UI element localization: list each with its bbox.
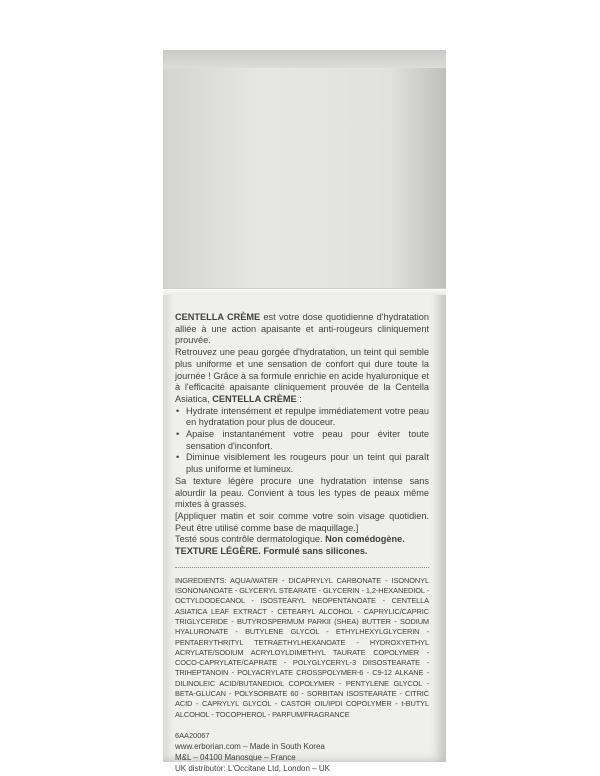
texture-label-line: TEXTURE LÉGÈRE. Formulé sans silicones. (175, 546, 368, 557)
texture-paragraph: Sa texture légère procure une hydratation intense sans alourdir la peau. Convient à tous les types de peaux même mixtes à grasses. (175, 475, 429, 510)
product-name: CENTELLA CRÈME (175, 312, 261, 322)
label-text-area (175, 312, 429, 774)
section-divider (175, 567, 429, 568)
benefit-item: • Hydrate intensément et repulpe immédiatement votre peau en hydratation pour plus de douceur. (175, 406, 429, 429)
benefit-list (175, 406, 429, 476)
website-line: www.erborian.com – Made in South Korea (175, 741, 325, 751)
benefit-item: • Apaise instantanément votre peau pour éviter toute sensation d'inconfort. (175, 429, 429, 452)
benefits-paragraph: Retrouvez une peau gorgée d'hydratation, un teint qui semble plus uniforme et une sensation de confort qui dure toute la journée ! Grâce à sa formule enrichie en acide hyaluronique et à l'efficacité apaisante cliniquement prouvée de la Centella Asiatica, CENTELLA CRÈME : (175, 347, 429, 404)
box-top-edge (163, 50, 446, 69)
benefit-item: • Diminue visiblement les rougeurs pour un teint qui paraît plus uniforme et lumineux. (175, 452, 429, 475)
ingredients-list: INGREDIENTS: AQUA/WATER - DICAPRYLYL CARBONATE - ISONONYL ISONONANOATE - GLYCERYL STEARATE - GLYCERIN - 1,2-HEXANEDIOL - OCTYLDODECANOL - ISOSTEARYL NEOPENTANOATE - CENTELLA ASIATICA LEAF EXTRACT - CETEARYL ALCOHOL - CAPRYLIC/CAPRIC TRIGLYCERIDE - BUTYROSPERMUM PARKII (SHEA) BUTTER - SODIUM HYALURONATE - BUTYLENE GLYCOL - ETHYLHEXYLGLYCERIN - PENTAERYTHRITYL TETRAETHYLHEXANOATE - HYDROXYETHYL ACRYLATE/SODIUM ACRYLOYLDIMETHYL TAURATE COPOLYMER - COCO-CAPRYLATE/CAPRATE - POLYGLYCERYL-3 DIISOSTEARATE - TRIHEPTANOIN - POLYACRYLATE CROSSPOLYMER-6 - C9-12 ALKANE - DILINOLEIC ACID/BUTANEDIOL COPOLYMER - PENTYLENE GLYCOL - BETA-GLUCAN - POLYSORBATE 60 - SORBITAN ISOSTEARATE - CITRIC ACID - CAPRYLYL GLYCOL - CASTOR OIL/IPDI COPOLYMER - t-BUTYL ALCOHOL - TOCOPHEROL - PARFUM/FRAGRANCE (175, 575, 429, 719)
tested-line: Testé sous contrôle dermatologique. Non comédogène. (175, 534, 405, 545)
usage-paragraph: [Appliquer matin et soir comme votre soin visage quotidien. Peut être utilisé comme base de maquillage.] (175, 510, 429, 533)
product-box (163, 50, 446, 773)
box-top-panel (163, 68, 446, 288)
address-line: M&L – 04100 Manosque – France (175, 752, 296, 762)
distributor-line: UK distributor: L'Occitane Ltd, London – UK (175, 763, 330, 773)
batch-code: 6AA20067 (175, 730, 210, 740)
footer-info (175, 730, 429, 774)
intro-paragraph: CENTELLA CRÈME est votre dose quotidienne d'hydratation alliée à une action apaisante et anti-rougeurs cliniquement prouvée. (175, 312, 429, 346)
box-fold-line (163, 288, 446, 295)
